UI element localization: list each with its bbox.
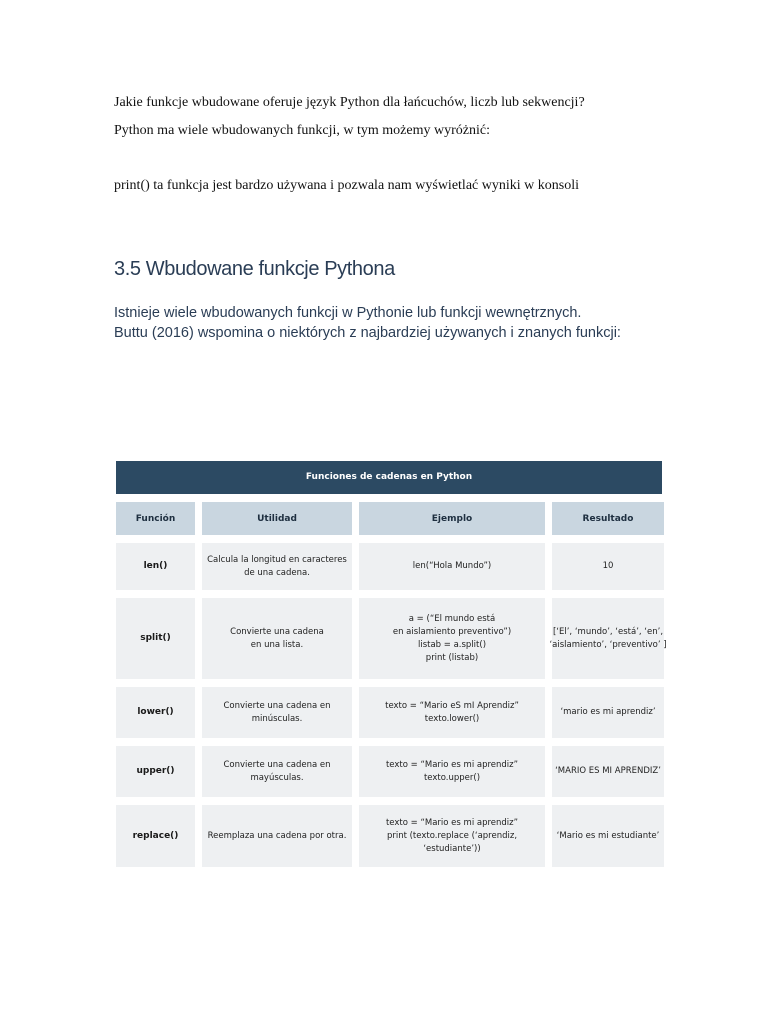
- cell-utilidad: [202, 805, 352, 867]
- cell-line: Calcula la longitud en caracteres: [207, 554, 347, 565]
- cell-line: 10: [602, 561, 614, 571]
- intro-answer: Python ma wiele wbudowanych funkcji, w tym możemy wyróżnić:: [114, 123, 490, 138]
- string-functions-table: [116, 461, 667, 867]
- header-funcion: Función: [116, 502, 195, 535]
- row-separator: [116, 590, 664, 598]
- intro-question: Jakie funkcje wbudowane oferuje język Python dla łańcuchów, liczb lub sekwencji?: [114, 95, 585, 110]
- cell-resultado: [552, 687, 664, 738]
- cell-function-name: upper(): [116, 746, 195, 797]
- cell-utilidad: [202, 746, 352, 797]
- cell-resultado: [552, 543, 664, 590]
- cell-ejemplo: [359, 805, 545, 867]
- cell-line: Convierte una cadena: [230, 626, 324, 637]
- cell-function-name: replace(): [116, 805, 195, 867]
- cell-line: mayúsculas.: [250, 772, 304, 783]
- cell-utilidad: [202, 598, 352, 679]
- cell-line: minúsculas.: [251, 713, 303, 724]
- print-function-note: print() ta funkcja jest bardzo używana i pozwala nam wyświetlać wyniki w konsoli: [114, 178, 579, 193]
- cell-line: texto.lower(): [424, 713, 480, 724]
- cell-utilidad: [202, 687, 352, 738]
- cell-utilidad: [202, 543, 352, 590]
- header-utilidad: Utilidad: [202, 502, 352, 535]
- cell-line: texto.upper(): [423, 772, 481, 783]
- cell-line: Reemplaza una cadena por otra.: [207, 830, 347, 841]
- cell-line: ‘mario es mi aprendiz’: [560, 707, 656, 717]
- cell-line: print (listab): [425, 652, 479, 663]
- header-ejemplo: Ejemplo: [359, 502, 545, 535]
- paragraph-line: Istnieje wiele wbudowanych funkcji w Pythonie lub funkcji wewnętrznych.: [114, 305, 582, 321]
- cell-ejemplo: [359, 746, 545, 797]
- row-separator: [116, 679, 664, 687]
- cell-function-name: lower(): [116, 687, 195, 738]
- cell-line: listab = a.split(): [417, 639, 487, 650]
- cell-function-name: split(): [116, 598, 195, 679]
- cell-line: len(“Hola Mundo”): [412, 561, 492, 571]
- cell-line: texto = “Mario eS mI Aprendiz”: [385, 700, 519, 711]
- cell-function-name: len(): [116, 543, 195, 590]
- cell-line: Convierte una cadena en: [223, 759, 331, 770]
- row-separator: [116, 738, 664, 746]
- section-heading: 3.5 Wbudowane funkcje Pythona: [114, 258, 395, 280]
- cell-line: en una lista.: [250, 639, 304, 650]
- cell-line: a = (“El mundo está: [408, 613, 496, 624]
- cell-resultado: [549, 598, 667, 679]
- cell-line: print (texto.replace (‘aprendiz,: [386, 830, 518, 841]
- table-title: Funciones de cadenas en Python: [116, 461, 662, 494]
- row-separator: [116, 797, 664, 805]
- cell-line: de una cadena.: [244, 567, 310, 578]
- cell-ejemplo: [359, 543, 545, 590]
- paragraph-line: Buttu (2016) wspomina o niektórych z najbardziej używanych i znanych funkcji:: [114, 325, 621, 341]
- cell-line: ‘estudiante’)): [423, 843, 481, 854]
- cell-line: ‘MARIO ES MI APRENDIZ’: [555, 766, 661, 776]
- cell-ejemplo: [359, 687, 545, 738]
- cell-line: ‘Mario es mi estudiante’: [556, 830, 660, 841]
- section-paragraph: [114, 303, 621, 343]
- cell-ejemplo: [359, 598, 545, 679]
- header-resultado: Resultado: [552, 502, 664, 535]
- cell-line: ‘aislamiento’, ‘preventivo’ ]: [549, 639, 667, 650]
- cell-line: [‘El’, ‘mundo’, ‘está’, ‘en’,: [552, 626, 664, 637]
- cell-line: texto = “Mario es mi aprendiz”: [385, 759, 519, 770]
- cell-line: en aislamiento preventivo”): [392, 626, 512, 637]
- cell-resultado: [552, 805, 664, 867]
- row-separator: [116, 535, 664, 543]
- cell-line: texto = “Mario es mi aprendiz”: [385, 817, 519, 828]
- cell-line: Convierte una cadena en: [223, 700, 331, 711]
- cell-resultado: [552, 746, 664, 797]
- table-grid: [116, 502, 667, 867]
